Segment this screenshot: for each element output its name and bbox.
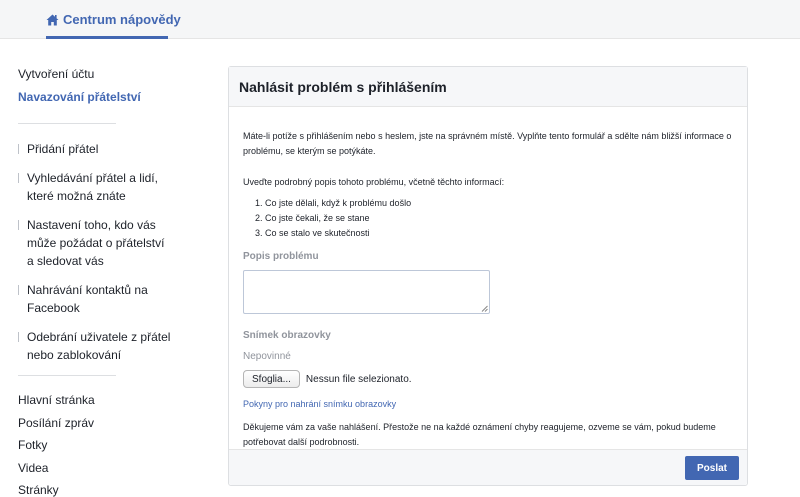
file-status: Nessun file selezionato. — [305, 373, 412, 385]
sidebar-item-pages[interactable]: Stránky — [18, 483, 59, 497]
details-steps — [243, 196, 733, 241]
resize-grip-icon[interactable] — [480, 304, 488, 312]
sidebar-sub-item-add-friends[interactable]: Přidání přátel — [18, 140, 218, 158]
step-item: 1. Co jste dělali, když k problému došlo — [265, 196, 733, 211]
thanks-text: Děkujeme vám za vaše nahlášení. Přestože ne na každé oznámení chyby reagujeme, ozveme se vám, pokud budeme potřebovat další podrobnosti. — [243, 422, 716, 447]
home-icon — [46, 14, 59, 26]
submit-button[interactable]: Poslat — [685, 456, 739, 480]
sidebar-item-messaging[interactable]: Posílání zpráv — [18, 415, 95, 430]
file-picker — [243, 370, 733, 388]
step-item: 2. Co jste čekali, že se stane — [265, 211, 733, 226]
sidebar-sub-item-upload-contacts[interactable]: Nahrávání kontaktů na Facebook — [18, 281, 158, 317]
active-tab-indicator — [46, 36, 168, 39]
top-bar — [0, 0, 800, 39]
sidebar-sub-item-find-friends[interactable]: Vyhledávání přátel a lidí, které možná znáte — [18, 169, 168, 205]
step-item: 3. Co se stalo ve skutečnosti — [265, 226, 733, 241]
sidebar-bottom-list — [18, 392, 218, 497]
optional-label: Nepovinné — [243, 351, 291, 362]
details-intro: Uveďte podrobný popis tohoto problému, včetně těchto informací: — [243, 177, 505, 187]
help-center-link[interactable] — [46, 0, 181, 39]
browse-file-button[interactable]: Sfoglia... — [243, 370, 300, 388]
sidebar — [18, 66, 218, 497]
screenshot-label: Snímek obrazovky — [243, 330, 331, 341]
sidebar-sub-item-unfriend-block[interactable]: Odebrání uživatele z přátel nebo zablokování — [18, 328, 178, 364]
sidebar-divider — [18, 375, 116, 376]
sidebar-divider — [18, 123, 116, 124]
sidebar-sub-item-friend-request-settings[interactable]: Nastavení toho, kdo vás může požádat o přátelství a sledovat vás — [18, 216, 168, 270]
sidebar-sub-list — [18, 140, 218, 364]
form-intro: Máte-li potíže s přihlášením nebo s heslem, jste na správném místě. Vyplňte tento formulář a sdělte nám bližší informace o problému, se kterým se potýkáte. — [243, 131, 732, 156]
report-form-panel — [228, 66, 748, 486]
form-body — [229, 107, 747, 450]
sidebar-item-friendships[interactable]: Navazování přátelství — [18, 90, 141, 104]
sidebar-item-videos[interactable]: Videa — [18, 460, 49, 475]
sidebar-item-create-account[interactable]: Vytvoření účtu — [18, 67, 95, 81]
form-footer — [229, 449, 747, 485]
description-textarea[interactable] — [243, 270, 490, 314]
form-title: Nahlásit problém s přihlášením — [229, 67, 747, 107]
screenshot-guide-link[interactable]: Pokyny pro nahrání snímku obrazovky — [243, 399, 397, 409]
sidebar-item-home[interactable]: Hlavní stránka — [18, 393, 95, 407]
description-label: Popis problému — [243, 251, 319, 262]
sidebar-item-photos[interactable]: Fotky — [18, 438, 48, 452]
brand-title: Centrum nápovědy — [63, 12, 181, 27]
